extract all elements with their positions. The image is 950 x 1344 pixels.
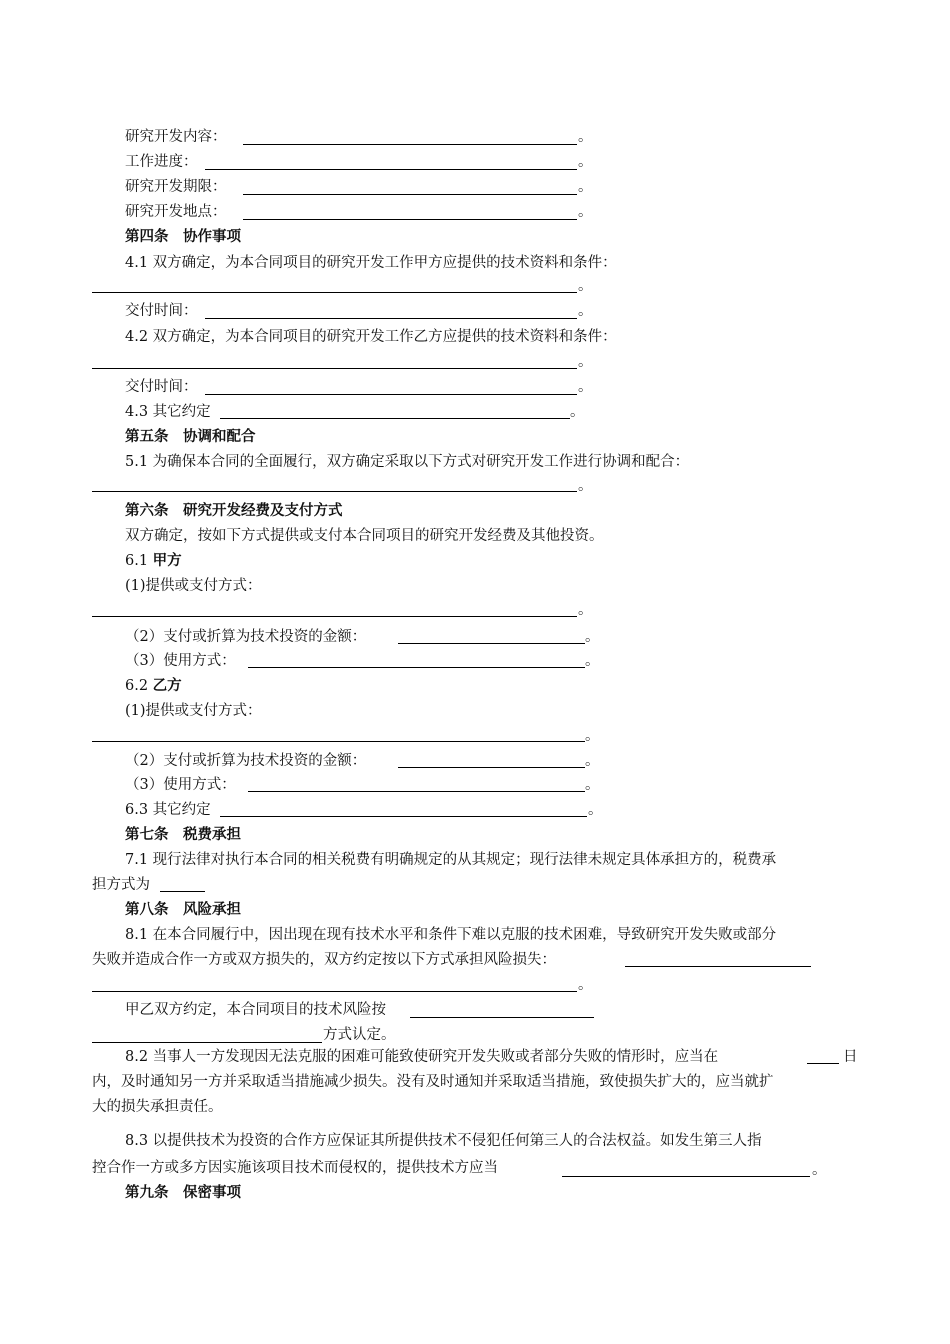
blank-8-1-b[interactable] (92, 991, 577, 992)
delivery-time-label: 交付时间： (125, 303, 198, 319)
clause-4-3: 4.3 其它约定 (125, 404, 211, 420)
blank-6-2-1[interactable] (92, 741, 585, 742)
period: 。 (578, 303, 593, 319)
period: 。 (578, 154, 593, 170)
field-label-location: 研究开发地点： (125, 204, 227, 220)
clause-8-3-line2: 控合作一方或多方因实施该项目技术而侵权的，提供技术方应当 (92, 1160, 498, 1176)
clause-8-1-line4: 方式认定。 (323, 1027, 396, 1043)
article-8-heading: 第八条 风险承担 (125, 901, 241, 918)
clause-8-1-line2: 失败并造成合作一方或双方损失的，双方约定按以下方式承担风险损失： (92, 952, 556, 968)
delivery-time-label: 交付时间： (125, 379, 198, 395)
clause-6-2-heading (125, 676, 182, 696)
clause-6-1-heading (125, 551, 182, 571)
period: 。 (578, 204, 593, 220)
party-a-label: 甲方 (152, 552, 182, 569)
blank-6-2-2[interactable] (398, 767, 585, 768)
blank-location[interactable] (243, 219, 577, 220)
period: 。 (578, 478, 593, 494)
clause-8-2-line2: 内，及时通知另一方并采取适当措施减少损失。没有及时通知并采取适当措施，致使损失扩大的，应当就扩 (92, 1074, 774, 1090)
period: 。 (578, 278, 593, 294)
clause-7-1-line1: 7.1 现行法律对执行本合同的相关税费有明确规定的从其规定；现行法律未规定具体承担方的，税费承 (125, 852, 777, 868)
clause-4-2: 4.2 双方确定，为本合同项目的研究开发工作乙方应提供的技术资料和条件： (125, 329, 617, 345)
blank-6-2-3[interactable] (248, 791, 585, 792)
period: 。 (578, 129, 593, 145)
clause-8-2-line1: 8.2 当事人一方发现因无法克服的困难可能致使研究开发失败或者部分失败的情形时，应当在 (125, 1049, 719, 1065)
blank-6-3[interactable] (220, 816, 587, 817)
blank-content[interactable] (243, 144, 577, 145)
clause-8-1-line1: 8.1 在本合同履行中，因出现在现有技术水平和条件下难以克服的技术困难，导致研究开发失败或部分 (125, 927, 777, 943)
clause-8-2-line3: 大的损失承担责任。 (92, 1099, 223, 1115)
article-6-heading: 第六条 研究开发经费及支付方式 (125, 502, 343, 519)
blank-6-1-1[interactable] (92, 616, 577, 617)
period: 。 (578, 602, 593, 618)
party-b-label: 乙方 (152, 677, 182, 694)
clause-8-1-line3: 甲乙双方约定，本合同项目的技术风险按 (125, 1002, 386, 1018)
period: 。 (578, 179, 593, 195)
period: 。 (585, 653, 600, 669)
blank-6-1-2[interactable] (398, 643, 585, 644)
clause-6-1-3: （3）使用方式： (125, 653, 236, 669)
article-7-heading: 第七条 税费承担 (125, 826, 241, 843)
clause-6-2-number: 6.2 (125, 678, 153, 694)
period: 。 (585, 728, 600, 744)
blank-7-1[interactable] (160, 891, 205, 892)
article-5-heading: 第五条 协调和配合 (125, 428, 256, 445)
clause-6-1-number: 6.1 (125, 553, 153, 569)
period: 。 (578, 379, 593, 395)
period: 。 (578, 977, 593, 993)
field-label-content: 研究开发内容： (125, 129, 227, 145)
blank-period[interactable] (243, 194, 577, 195)
period: 。 (585, 629, 600, 645)
clause-8-2-day-unit: 日 (843, 1049, 858, 1065)
blank-4-1[interactable] (92, 292, 577, 293)
period: 。 (578, 354, 593, 370)
period: 。 (588, 802, 603, 818)
blank-5-1[interactable] (92, 491, 577, 492)
period: 。 (812, 1162, 827, 1178)
clause-6-2-1: (1)提供或支付方式： (125, 703, 262, 719)
article-9-heading: 第九条 保密事项 (125, 1184, 241, 1201)
blank-8-2-days[interactable] (807, 1063, 839, 1064)
period: 。 (585, 777, 600, 793)
clause-8-3-line1: 8.3 以提供技术为投资的合作方应保证其所提供技术不侵犯任何第三人的合法权益。如发生第三人指 (125, 1133, 762, 1149)
blank-8-3[interactable] (562, 1176, 810, 1177)
clause-6-1-2: （2）支付或折算为技术投资的金额： (125, 629, 367, 645)
clause-6-2-3: （3）使用方式： (125, 777, 236, 793)
blank-8-1-c[interactable] (410, 1017, 594, 1018)
clause-6-2-2: （2）支付或折算为技术投资的金额： (125, 753, 367, 769)
clause-4-1: 4.1 双方确定，为本合同项目的研究开发工作甲方应提供的技术资料和条件： (125, 255, 617, 271)
clause-7-1-line2: 担方式为 (92, 877, 150, 893)
clause-6-intro: 双方确定，按如下方式提供或支付本合同项目的研究开发经费及其他投资。 (125, 528, 604, 544)
blank-8-1-d[interactable] (92, 1042, 322, 1043)
blank-4-2[interactable] (92, 368, 577, 369)
clause-6-1-1: (1)提供或支付方式： (125, 578, 262, 594)
clause-5-1: 5.1 为确保本合同的全面履行，双方确定采取以下方式对研究开发工作进行协调和配合： (125, 454, 690, 470)
blank-progress[interactable] (205, 169, 577, 170)
clause-6-3: 6.3 其它约定 (125, 802, 211, 818)
blank-delivery-4-2[interactable] (205, 394, 577, 395)
period: 。 (570, 404, 585, 420)
blank-delivery-4-1[interactable] (205, 318, 577, 319)
field-label-period: 研究开发期限： (125, 179, 227, 195)
blank-4-3[interactable] (220, 418, 570, 419)
blank-6-1-3[interactable] (248, 667, 585, 668)
period: 。 (585, 753, 600, 769)
blank-8-1-a[interactable] (625, 966, 811, 967)
field-label-progress: 工作进度： (125, 154, 198, 170)
article-4-heading: 第四条 协作事项 (125, 228, 241, 245)
